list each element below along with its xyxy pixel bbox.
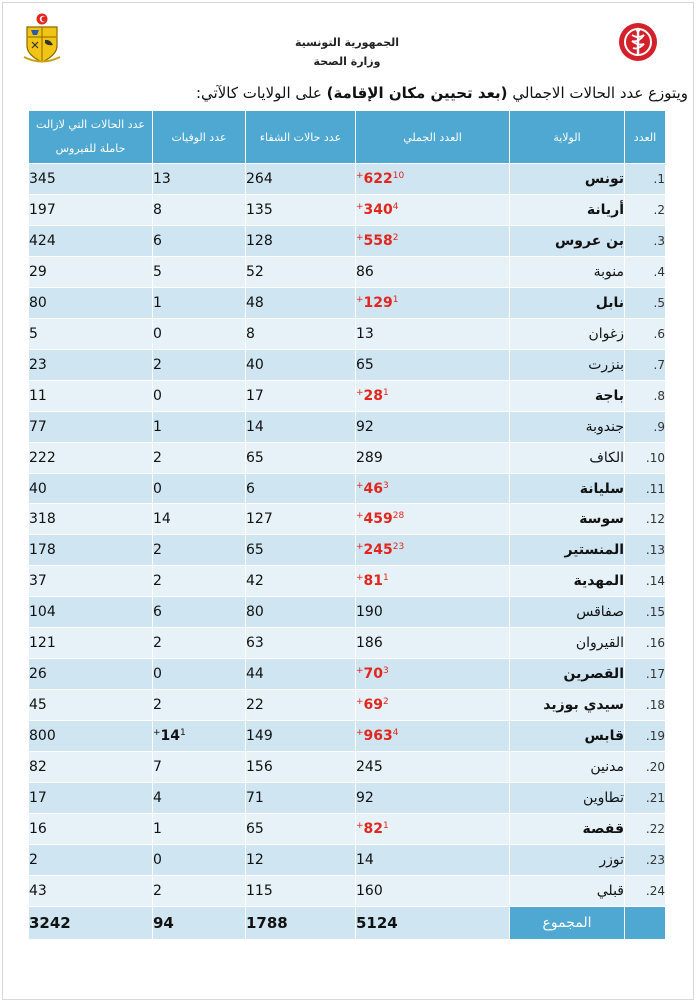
new-cases-increment: 1+ [356, 820, 389, 831]
new-cases-increment: 3+ [356, 666, 389, 677]
governorate-name: قفصة [510, 814, 625, 845]
deaths-cell [153, 690, 246, 721]
table-row [29, 659, 666, 690]
row-index: 11. [625, 473, 666, 504]
deaths-cell [153, 287, 246, 318]
row-index: 19. [625, 721, 666, 752]
deaths-value: 2 [153, 449, 162, 466]
col-header-active-line2: حاملة للفيروس [55, 142, 126, 155]
total-cases-value: 245 [356, 759, 383, 776]
deaths-cell [153, 164, 246, 195]
deaths-cell [153, 194, 246, 225]
totals-label: المجموع [510, 907, 625, 940]
total-cases-cell [356, 349, 510, 380]
recovered-cell: 40 [246, 349, 356, 380]
table-row [29, 411, 666, 442]
active-cases-cell: 318 [29, 504, 153, 535]
total-cases-value: 13 [356, 325, 374, 342]
governorate-name: القيروان [510, 628, 625, 659]
total-cases-cell [356, 659, 510, 690]
governorate-name: قابس [510, 721, 625, 752]
deaths-cell [153, 349, 246, 380]
new-cases-increment: 2+ [356, 232, 399, 243]
active-cases-cell: 424 [29, 225, 153, 256]
recovered-cell: 6 [246, 473, 356, 504]
total-cases-cell [356, 225, 510, 256]
total-cases-value: 558 [363, 232, 393, 249]
deaths-value: 2 [153, 635, 162, 652]
deaths-value: 0 [153, 325, 162, 342]
table-row [29, 535, 666, 566]
total-cases-cell [356, 875, 510, 906]
total-cases-cell [356, 566, 510, 597]
totals-total-cases: 5124 [356, 907, 510, 940]
active-cases-cell: 5 [29, 318, 153, 349]
total-cases-value: 186 [356, 635, 383, 652]
totals-index-cell [625, 907, 666, 940]
governorate-name: المهدية [510, 566, 625, 597]
deaths-cell [153, 875, 246, 906]
new-cases-increment: 1+ [356, 294, 399, 305]
governorate-name: بن عروس [510, 225, 625, 256]
total-cases-value: 190 [356, 604, 383, 621]
total-cases-cell [356, 844, 510, 875]
deaths-value: 7 [153, 759, 162, 776]
new-cases-increment: 28+ [356, 511, 405, 522]
active-cases-cell: 23 [29, 349, 153, 380]
total-cases-cell [356, 287, 510, 318]
tunisia-coat-of-arms-icon [22, 12, 62, 64]
total-cases-value: 82 [363, 820, 384, 837]
deaths-cell [153, 783, 246, 814]
row-index: 22. [625, 814, 666, 845]
new-cases-increment: 1+ [356, 387, 389, 398]
total-cases-value: 81 [363, 573, 384, 590]
active-cases-cell: 80 [29, 287, 153, 318]
deaths-value: 0 [153, 387, 162, 404]
table-row [29, 318, 666, 349]
deaths-cell [153, 473, 246, 504]
governorate-name: زغوان [510, 318, 625, 349]
deaths-value: 2 [153, 356, 162, 373]
total-cases-value: 963 [363, 728, 393, 745]
active-cases-cell: 345 [29, 164, 153, 195]
recovered-cell: 65 [246, 814, 356, 845]
governorate-name: باجة [510, 380, 625, 411]
ministry-of-health-logo-icon [618, 22, 658, 62]
col-header-governorate: الولاية [510, 111, 625, 164]
new-cases-increment: 4+ [356, 728, 399, 739]
governorate-name: صفاقس [510, 597, 625, 628]
deaths-value: 14 [160, 728, 181, 745]
total-cases-value: 70 [363, 666, 384, 683]
deaths-cell [153, 566, 246, 597]
governorate-name: توزر [510, 844, 625, 875]
active-cases-cell: 197 [29, 194, 153, 225]
deaths-value: 5 [153, 263, 162, 280]
active-cases-cell: 2 [29, 844, 153, 875]
total-cases-cell [356, 318, 510, 349]
total-cases-value: 92 [356, 418, 374, 435]
total-cases-cell [356, 504, 510, 535]
ministry-header [292, 33, 402, 71]
governorate-name: تونس [510, 164, 625, 195]
col-header-recovered: عدد حالات الشفاء [246, 111, 356, 164]
row-index: 20. [625, 752, 666, 783]
deaths-value: 4 [153, 790, 162, 807]
row-index: 15. [625, 597, 666, 628]
total-cases-value: 92 [356, 790, 374, 807]
active-cases-cell: 222 [29, 442, 153, 473]
total-cases-value: 245 [363, 542, 393, 559]
deaths-value: 1 [153, 294, 162, 311]
table-row [29, 164, 666, 195]
row-index: 24. [625, 875, 666, 906]
governorate-name: سوسة [510, 504, 625, 535]
deaths-cell [153, 597, 246, 628]
deaths-cell [153, 535, 246, 566]
deaths-value: 6 [153, 604, 162, 621]
governorate-name: القصرين [510, 659, 625, 690]
recovered-cell: 65 [246, 535, 356, 566]
recovered-cell: 156 [246, 752, 356, 783]
intro-sentence [180, 84, 688, 102]
total-cases-value: 129 [363, 294, 393, 311]
deaths-cell [153, 504, 246, 535]
row-index: 21. [625, 783, 666, 814]
deaths-value: 1 [153, 418, 162, 435]
recovered-cell: 17 [246, 380, 356, 411]
recovered-cell: 80 [246, 597, 356, 628]
governorate-name: مدنين [510, 752, 625, 783]
total-cases-cell [356, 194, 510, 225]
new-cases-increment: 1+ [356, 573, 389, 584]
row-index: 1. [625, 164, 666, 195]
total-cases-cell [356, 411, 510, 442]
active-cases-cell: 11 [29, 380, 153, 411]
totals-deaths: 94 [153, 907, 246, 940]
row-index: 3. [625, 225, 666, 256]
total-cases-cell [356, 628, 510, 659]
active-cases-cell: 800 [29, 721, 153, 752]
totals-recovered: 1788 [246, 907, 356, 940]
table-row [29, 225, 666, 256]
ministry-name: وزارة الصحة [313, 55, 381, 68]
deaths-cell [153, 225, 246, 256]
row-index: 9. [625, 411, 666, 442]
active-cases-cell: 43 [29, 875, 153, 906]
table-header-row [29, 111, 666, 164]
deaths-value: 8 [153, 201, 162, 218]
recovered-cell: 127 [246, 504, 356, 535]
deaths-value: 2 [153, 542, 162, 559]
deaths-value: 0 [153, 851, 162, 868]
col-header-active-carriers [29, 111, 153, 164]
row-index: 18. [625, 690, 666, 721]
recovered-cell: 128 [246, 225, 356, 256]
recovered-cell: 8 [246, 318, 356, 349]
deaths-value: 13 [153, 170, 171, 187]
total-cases-value: 86 [356, 263, 374, 280]
total-cases-cell [356, 256, 510, 287]
row-index: 8. [625, 380, 666, 411]
recovered-cell: 135 [246, 194, 356, 225]
active-cases-cell: 40 [29, 473, 153, 504]
total-cases-cell [356, 380, 510, 411]
table-row [29, 256, 666, 287]
total-cases-cell [356, 597, 510, 628]
intro-text-start: ويتوزع عدد الحالات الاجمالي [507, 84, 688, 102]
governorate-name: سليانة [510, 473, 625, 504]
active-cases-cell: 121 [29, 628, 153, 659]
total-cases-cell [356, 814, 510, 845]
table-row [29, 566, 666, 597]
governorate-name: سيدي بوزيد [510, 690, 625, 721]
deaths-cell [153, 814, 246, 845]
active-cases-cell: 45 [29, 690, 153, 721]
active-cases-cell: 104 [29, 597, 153, 628]
deaths-value: 2 [153, 882, 162, 899]
table-row [29, 844, 666, 875]
governorate-name: نابل [510, 287, 625, 318]
deaths-cell [153, 380, 246, 411]
recovered-cell: 264 [246, 164, 356, 195]
active-cases-cell: 16 [29, 814, 153, 845]
table-row [29, 194, 666, 225]
deaths-cell [153, 628, 246, 659]
totals-active: 3242 [29, 907, 153, 940]
deaths-cell [153, 256, 246, 287]
recovered-cell: 71 [246, 783, 356, 814]
deaths-value: 2 [153, 697, 162, 714]
deaths-value: 14 [153, 511, 171, 528]
active-cases-cell: 29 [29, 256, 153, 287]
deaths-cell [153, 318, 246, 349]
row-index: 17. [625, 659, 666, 690]
recovered-cell: 42 [246, 566, 356, 597]
row-index: 10. [625, 442, 666, 473]
new-cases-increment: 10+ [356, 170, 405, 181]
new-cases-increment: 3+ [356, 480, 389, 491]
col-header-index: العدد [625, 111, 666, 164]
intro-text-bold: (بعد تحيين مكان الإقامة) [326, 84, 508, 102]
table-row [29, 875, 666, 906]
row-index: 13. [625, 535, 666, 566]
row-index: 23. [625, 844, 666, 875]
deaths-value: 6 [153, 232, 162, 249]
deaths-cell [153, 659, 246, 690]
total-cases-value: 340 [363, 201, 393, 218]
table-row [29, 349, 666, 380]
total-cases-cell [356, 721, 510, 752]
recovered-cell: 149 [246, 721, 356, 752]
col-header-total: العدد الجملي [356, 111, 510, 164]
new-cases-increment: 2+ [356, 697, 389, 708]
table-row [29, 380, 666, 411]
deaths-cell [153, 442, 246, 473]
total-cases-cell [356, 164, 510, 195]
governorate-name: الكاف [510, 442, 625, 473]
deaths-cell [153, 721, 246, 752]
recovered-cell: 52 [246, 256, 356, 287]
col-header-deaths: عدد الوفيات [153, 111, 246, 164]
total-cases-cell [356, 535, 510, 566]
row-index: 12. [625, 504, 666, 535]
republic-name: الجمهورية التونسية [294, 36, 400, 49]
total-cases-value: 28 [363, 387, 384, 404]
total-cases-cell [356, 473, 510, 504]
row-index: 5. [625, 287, 666, 318]
table-row [29, 783, 666, 814]
table-row [29, 442, 666, 473]
recovered-cell: 48 [246, 287, 356, 318]
cases-by-governorate-table [28, 110, 666, 940]
row-index: 14. [625, 566, 666, 597]
table-row [29, 597, 666, 628]
total-cases-value: 459 [363, 511, 393, 528]
table-row [29, 814, 666, 845]
active-cases-cell: 37 [29, 566, 153, 597]
intro-text-end: على الولايات كالآتي: [195, 84, 327, 102]
totals-row [29, 907, 666, 940]
recovered-cell: 22 [246, 690, 356, 721]
governorate-name: جندوبة [510, 411, 625, 442]
row-index: 6. [625, 318, 666, 349]
governorate-name: المنستير [510, 535, 625, 566]
recovered-cell: 44 [246, 659, 356, 690]
total-cases-value: 289 [356, 449, 383, 466]
recovered-cell: 65 [246, 442, 356, 473]
recovered-cell: 63 [246, 628, 356, 659]
active-cases-cell: 178 [29, 535, 153, 566]
table-row [29, 504, 666, 535]
total-cases-cell [356, 752, 510, 783]
table-row [29, 473, 666, 504]
deaths-value: 2 [153, 573, 162, 590]
recovered-cell: 14 [246, 411, 356, 442]
governorate-name: أريانة [510, 194, 625, 225]
total-cases-cell [356, 690, 510, 721]
total-cases-value: 160 [356, 882, 383, 899]
table-row [29, 752, 666, 783]
deaths-cell [153, 752, 246, 783]
total-cases-value: 69 [363, 697, 384, 714]
table-row [29, 690, 666, 721]
total-cases-cell [356, 442, 510, 473]
governorate-name: بنزرت [510, 349, 625, 380]
new-cases-increment: 4+ [356, 201, 399, 212]
active-cases-cell: 26 [29, 659, 153, 690]
deaths-value: 0 [153, 666, 162, 683]
recovered-cell: 115 [246, 875, 356, 906]
total-cases-value: 14 [356, 851, 374, 868]
active-cases-cell: 77 [29, 411, 153, 442]
governorate-name: تطاوين [510, 783, 625, 814]
deaths-value: 1 [153, 820, 162, 837]
row-index: 16. [625, 628, 666, 659]
table-row [29, 721, 666, 752]
deaths-value: 0 [153, 480, 162, 497]
deaths-cell [153, 844, 246, 875]
active-cases-cell: 17 [29, 783, 153, 814]
new-cases-increment: 23+ [356, 542, 405, 553]
total-cases-value: 65 [356, 356, 374, 373]
active-cases-cell: 82 [29, 752, 153, 783]
governorate-name: منوبة [510, 256, 625, 287]
total-cases-value: 46 [363, 480, 384, 497]
new-deaths-increment: 1+ [153, 728, 186, 739]
row-index: 7. [625, 349, 666, 380]
governorate-name: قبلي [510, 875, 625, 906]
total-cases-cell [356, 783, 510, 814]
row-index: 4. [625, 256, 666, 287]
table-row [29, 287, 666, 318]
recovered-cell: 12 [246, 844, 356, 875]
col-header-active-line1: عدد الحالات التي لازالت [36, 118, 145, 131]
total-cases-value: 622 [363, 170, 393, 187]
deaths-cell [153, 411, 246, 442]
row-index: 2. [625, 194, 666, 225]
table-body [29, 164, 666, 907]
table-row [29, 628, 666, 659]
